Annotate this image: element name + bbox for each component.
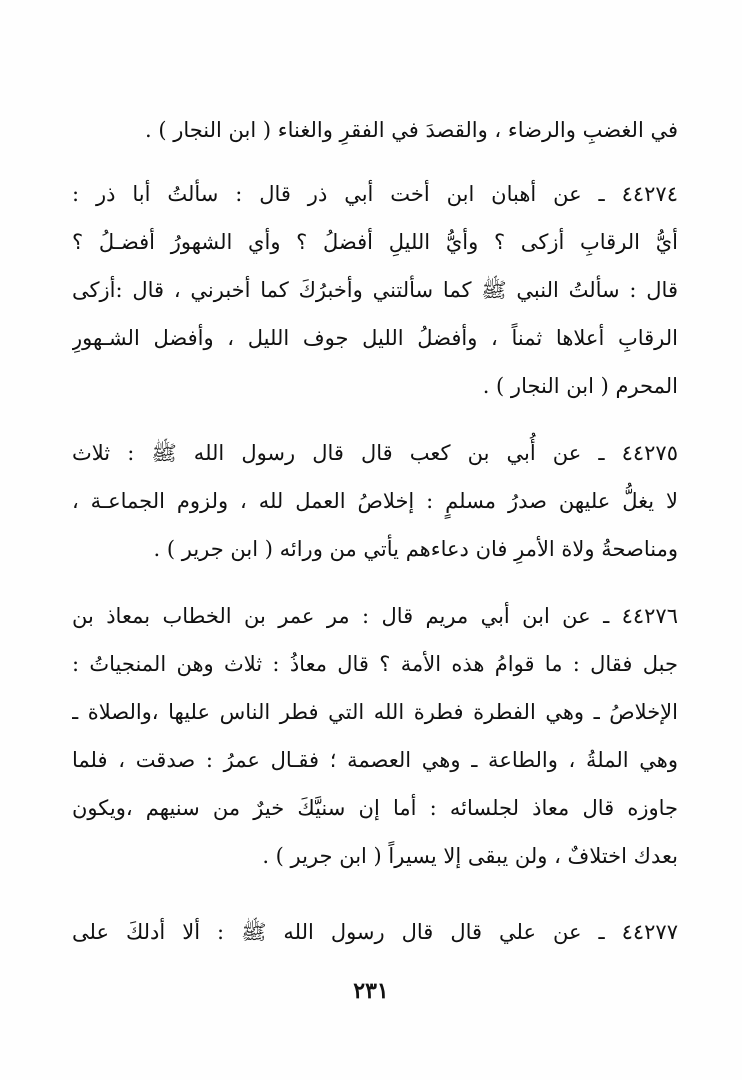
text-line: ٤٤٢٧٥ ـ عن أُبي بن كعب قال قال رسول الله ﷺ : ثلاث [72,441,678,465]
text-line: ومناصحةُ ولاة الأمرِ فان دعاءهم يأتي من ورائه ( ابن جرير ) . [153,537,678,561]
hadith-44277 [72,908,678,956]
text-line: الرقابِ أعلاها ثمناً ، وأفضلُ الليل جوف الليل ، وأفضل الشـهورِ [72,326,678,350]
hadith-44276 [72,592,678,880]
text-line: قال : سألتُ النبي ﷺ كما سألتني وأخبرُكَ كما أخبرني ، قال :أزكى [72,278,678,302]
text-line: في الغضبِ والرضاء ، والقصدَ في الفقرِ والغناء ( ابن النجار ) . [144,118,678,142]
text-line: جبل فقال : ما قوامُ هذه الأمة ؟ قال معاذُ : ثلاث وهن المنجياتُ : [72,652,678,676]
hadith-44274 [72,170,678,410]
text-line: ٤٤٢٧٤ ـ عن أهبان ابن أخت أبي ذر قال : سألتُ أبا ذر : [72,182,678,206]
text-line: المحرم ( ابن النجار ) . [482,374,678,398]
text-line: وهي الملةُ ، والطاعة ـ وهي العصمة ؛ فقـال عمرُ : صدقت ، فلما [72,748,678,772]
text-line: بعدك اختلافٌ ، ولن يبقى إلا يسيراً ( ابن جرير ) . [262,844,678,868]
page-number: ٢٣١ [353,978,389,1004]
hadith-44275 [72,429,678,573]
text-line: ٤٤٢٧٧ ـ عن علي قال قال رسول الله ﷺ : ألا أدلكَ على [72,920,678,944]
text-line: لا يغلُّ عليهن صدرُ مسلمٍ : إخلاصُ العمل لله ، ولزوم الجماعـة ، [72,489,678,513]
paragraph-continuation [72,106,678,154]
text-line: الإخلاصُ ـ وهي الفطرة فطرة الله التي فطر الناس عليها ،والصلاة ـ [72,700,678,724]
text-line: أيُّ الرقابِ أزكى ؟ وأيُّ الليلِ أفضلُ ؟ وأي الشهورُ أفضـلُ ؟ [72,230,678,254]
text-line: ٤٤٢٧٦ ـ عن ابن أبي مريم قال : مر عمر بن الخطاب بمعاذ بن [72,604,678,628]
text-line: جاوزه قال معاذ لجلسائه : أما إن سنيَّكَ خيرٌ من سنيهم ،ويكون [72,796,678,820]
